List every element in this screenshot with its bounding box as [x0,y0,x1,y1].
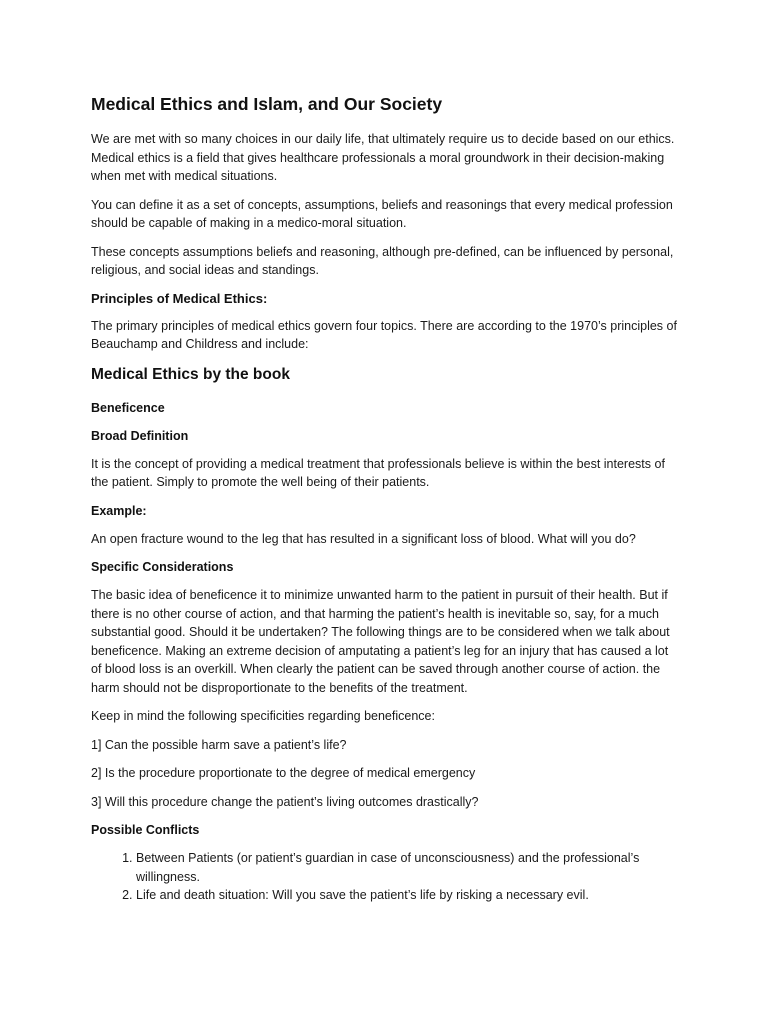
example-heading: Example: [91,503,147,518]
principles-paragraph: The primary principles of medical ethics govern four topics. There are according to the 1970’s principles of Beauchamp and Childress and include: [91,318,677,351]
possible-conflicts-heading: Possible Conflicts [91,823,200,837]
question-3: 3] Will this procedure change the patient’s living outcomes drastically? [91,794,479,809]
example-paragraph: An open fracture wound to the leg that has resulted in a significant loss of blood. What will you do? [91,531,636,546]
question-2: 2] Is the procedure proportionate to the degree of medical emergency [91,766,476,780]
intro-paragraph-3: These concepts assumptions beliefs and reasoning, although pre-defined, can be influenced by personal, religious, and social ideas and standings. [91,244,674,277]
intro-paragraph-1: We are met with so many choices in our daily life, that ultimately require us to decide based on our ethics. Medical ethics is a field that gives healthcare professionals a moral groundwork in their decision-making when met with medical situations. [91,132,675,183]
conflicts-list [91,849,680,905]
specific-considerations-paragraph: The basic idea of beneficence it to minimize unwanted harm to the patient in pursuit of their health. But if there is no other course of action, and that harming the patient’s health is inevitable so, say, for a much substantial good. Should it be undertaken? The following things are to be considered when we talk about beneficence. Making an extreme decision of amputating a patient’s leg for an injury that has caused a lot of blood loss is an overkill. When clearly the patient can be saved through another course of action. the harm should not be disproportionate to the benefits of the treatment. [91,588,670,695]
specific-considerations-heading: Specific Considerations [91,560,234,574]
intro-paragraph-2: You can define it as a set of concepts, assumptions, beliefs and reasonings that every medical profession should be capable of making in a medico-moral situation. [91,197,673,230]
list-item: 1. Between Patients (or patient’s guardian in case of unconsciousness) and the professional’s willingness. [136,849,680,886]
by-the-book-heading: Medical Ethics by the book [91,365,290,383]
broad-definition-paragraph: It is the concept of providing a medical treatment that professionals believe is within the best interests of the patient. Simply to promote the well being of their patients. [91,456,665,489]
broad-definition-heading: Broad Definition [91,428,189,443]
keep-in-mind-paragraph: Keep in mind the following specificities regarding beneficence: [91,709,435,723]
list-item: 2. Life and death situation: Will you save the patient’s life by risking a necessary evil. [136,886,680,905]
principles-heading: Principles of Medical Ethics: [91,290,268,306]
beneficence-heading: Beneficence [91,400,165,415]
question-1: 1] Can the possible harm save a patient’s life? [91,737,347,752]
document-title: Medical Ethics and Islam, and Our Society [91,94,443,114]
